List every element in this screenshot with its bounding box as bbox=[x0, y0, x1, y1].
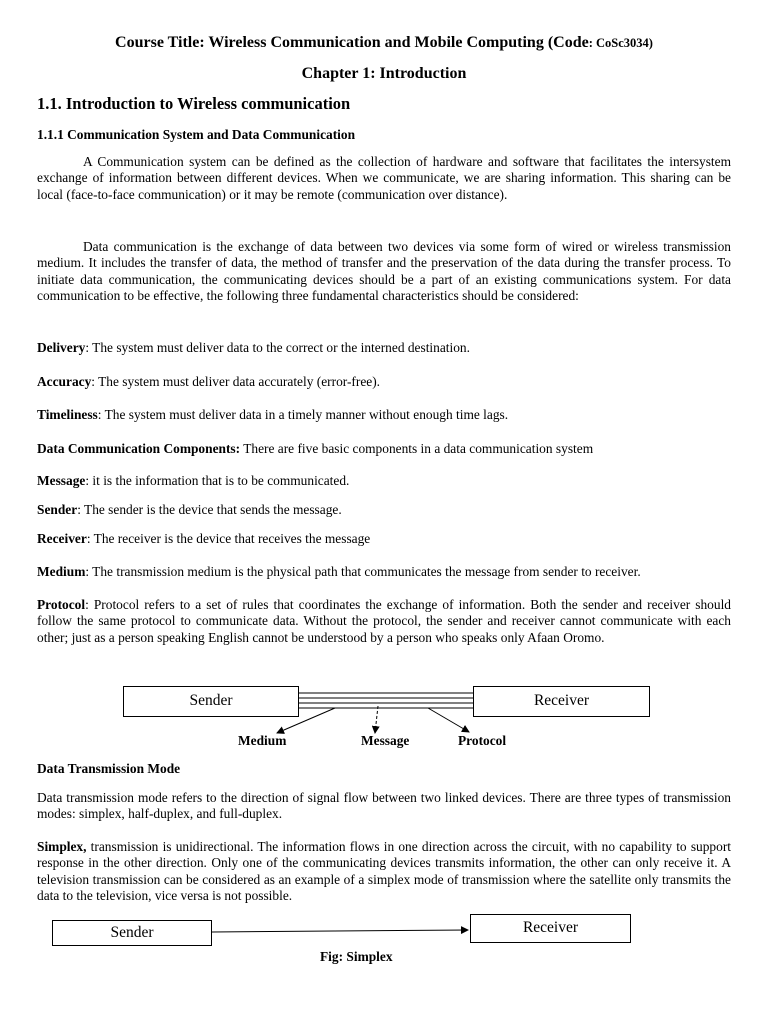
component-medium: Medium: The transmission medium is the physical path that communicates the message from sender to receiver. bbox=[37, 564, 641, 579]
protocol-arrow bbox=[428, 708, 469, 732]
label-protocol: Protocol bbox=[458, 733, 507, 748]
characteristic-delivery: Delivery: The system must deliver data to the correct or the interned destination. bbox=[37, 340, 470, 355]
subsection-heading: 1.1.1 Communication System and Data Communication bbox=[37, 127, 356, 142]
paragraph-communication-system: A Communication system can be defined as the collection of hardware and software that facilitates the intersystem exchange of information between different devices. When we communicate, we are sharing information. This sharing can be local (face-to-face communication) or it may be remote (communication over distance). bbox=[37, 154, 731, 202]
characteristic-timeliness: Timeliness: The system must deliver data in a timely manner without enough time lags. bbox=[37, 407, 509, 422]
component-sender: Sender: The sender is the device that sends the message. bbox=[37, 502, 342, 517]
message-arrow bbox=[375, 706, 378, 733]
diagram-sender-box: Sender bbox=[123, 686, 299, 717]
component-receiver: Receiver: The receiver is the device that receives the message bbox=[37, 531, 371, 546]
figure-caption: Fig: Simplex bbox=[320, 949, 393, 964]
course-code: : CoSc3034) bbox=[588, 36, 653, 50]
simplex-arrow bbox=[212, 930, 468, 932]
section-heading: 1.1. Introduction to Wireless communication bbox=[37, 94, 351, 113]
paragraph-data-communication: Data communication is the exchange of data between two devices via some form of wired or wireless transmission medium. It includes the transfer of data, the method of transfer and the preservation of the data during the transfer process. To initiate data communication, the communicating devices should be a part of an existing communications system. For data communication to be effective, the following three fundamental characteristics should be considered: bbox=[37, 239, 731, 304]
label-medium: Medium bbox=[238, 733, 287, 748]
label-message: Message bbox=[361, 733, 410, 748]
simplex-receiver-box: Receiver bbox=[470, 914, 631, 943]
course-title: Course Title: Wireless Communication and Mobile Computing (Code: CoSc3034) bbox=[115, 34, 653, 51]
transmission-intro: Data transmission mode refers to the direction of signal flow between two linked devices. There are three types of transmission modes: simplex, half-duplex, and full-duplex. bbox=[37, 790, 731, 822]
chapter-title: Chapter 1: Introduction bbox=[301, 65, 467, 82]
medium-lines bbox=[299, 693, 473, 708]
component-message: Message: it is the information that is to be communicated. bbox=[37, 473, 350, 488]
transmission-heading: Data Transmission Mode bbox=[37, 761, 181, 776]
simplex-sender-box: Sender bbox=[52, 920, 212, 946]
simplex-paragraph: Simplex, transmission is unidirectional. The information flows in one direction across the circuit, with no capability to support response in the other direction. Only one of the communicating devices transmits information, the other can only receive it. A television transmission can be considered as an example of a simplex mode of transmission where the satellite only transmits the data to the television, vice versa is not possible. bbox=[37, 839, 731, 904]
diagram-receiver-box: Receiver bbox=[473, 686, 650, 717]
components-intro: Data Communication Components: There are five basic components in a data communication system bbox=[37, 441, 594, 456]
component-protocol: Protocol: Protocol refers to a set of rules that coordinates the exchange of information. Both the sender and receiver should follow the same protocol to communicate data. Without the protocol, the sender and receiver cannot communicate with each other; just as a person speaking English cannot be understood by a person who speaks only Afaan Oromo. bbox=[37, 597, 731, 645]
characteristic-accuracy: Accuracy: The system must deliver data accurately (error-free). bbox=[37, 374, 381, 389]
